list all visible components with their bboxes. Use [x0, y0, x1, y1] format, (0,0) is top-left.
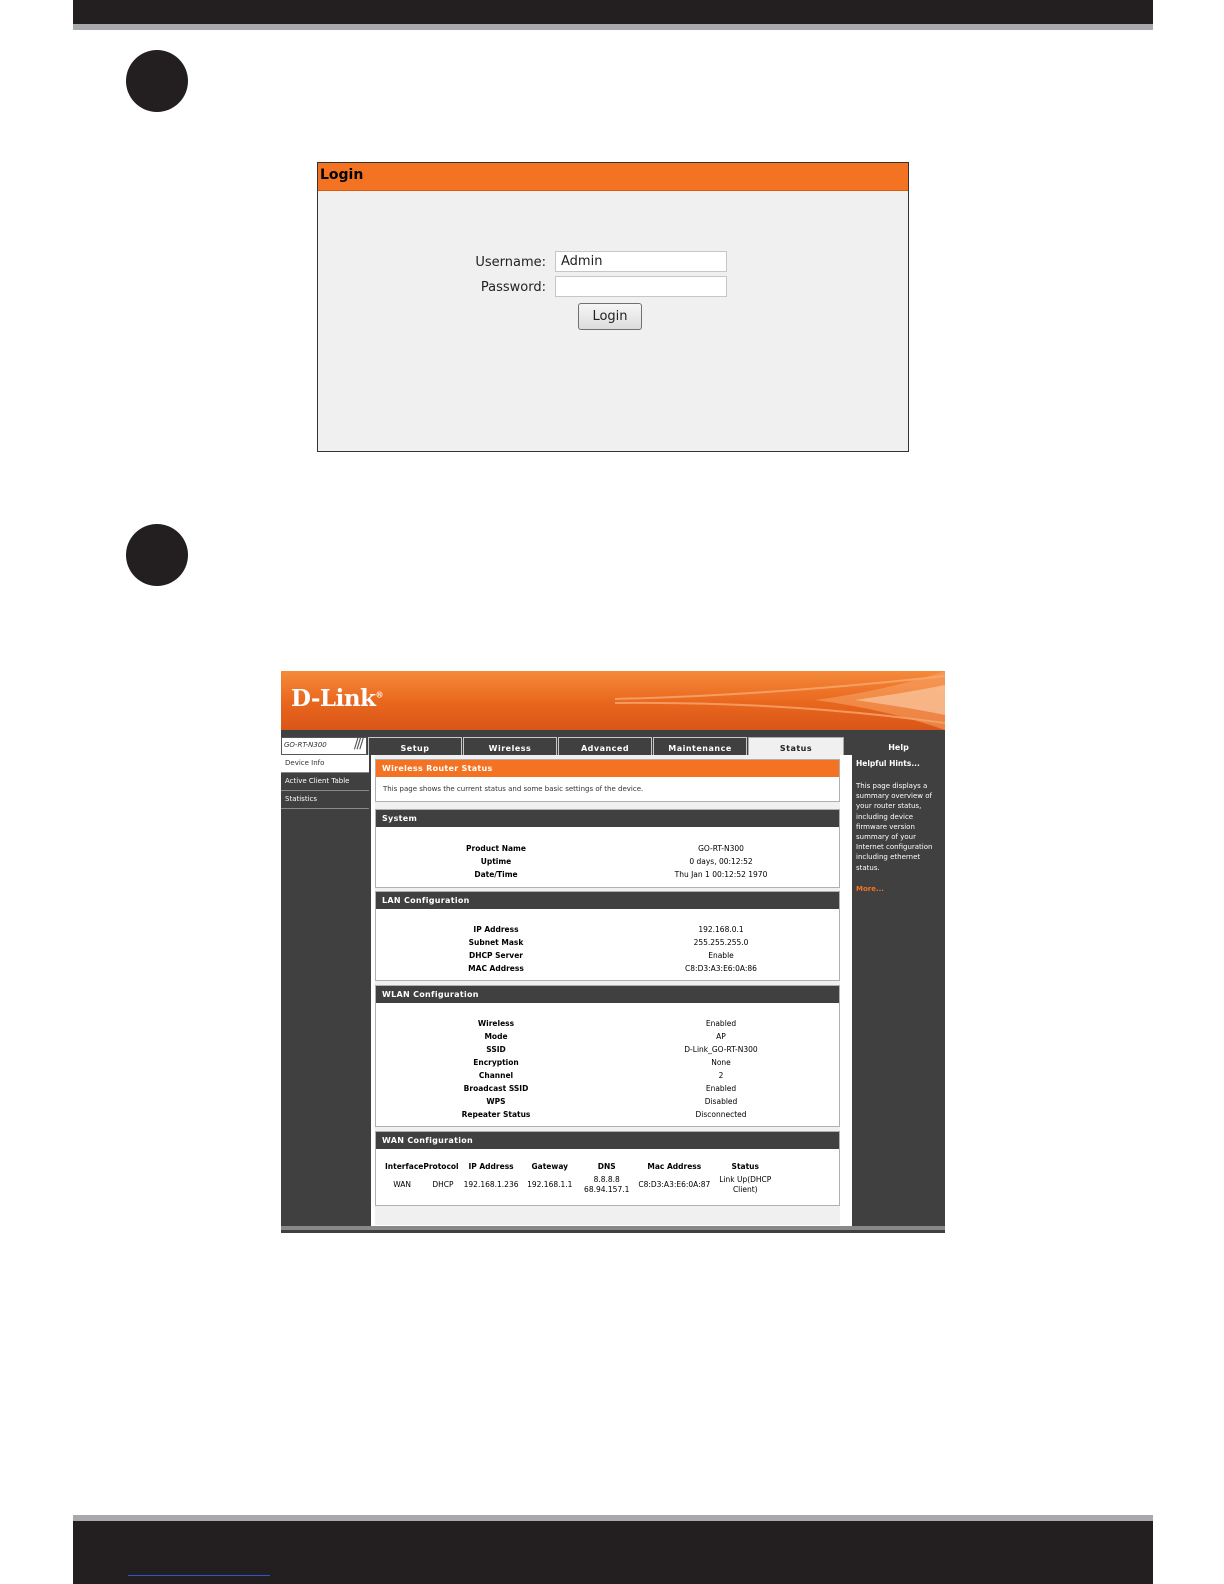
tab-maintenance[interactable]: Maintenance	[653, 737, 747, 755]
status-panel-description: This page shows the current status and some basic settings of the device.	[383, 785, 644, 793]
status-panel	[375, 759, 840, 802]
banner-swoosh-graphic	[615, 671, 945, 730]
login-header	[318, 163, 908, 191]
help-text: This page displays a summary overview of your router status, including device firmware version summary of your Internet configuration including ethernet status.	[856, 782, 933, 872]
system-row	[376, 870, 841, 882]
wlan-row	[376, 1032, 841, 1044]
system-row	[376, 857, 841, 869]
kv-key: Encryption	[473, 1058, 519, 1067]
kv-key: Mode	[484, 1032, 508, 1041]
kv-value: 0 days, 00:12:52	[689, 857, 753, 866]
kv-value: Disconnected	[695, 1110, 747, 1119]
tab-status[interactable]: Status	[748, 737, 844, 755]
kv-key: WPS	[486, 1097, 506, 1106]
sidebar-item-active-client-table[interactable]: Active Client Table	[281, 773, 369, 791]
wlan-row	[376, 1045, 841, 1057]
wlan-row	[376, 1084, 841, 1096]
lan-row	[376, 964, 841, 976]
password-input[interactable]	[555, 276, 727, 297]
wan-dns-primary: 8.8.8.8	[593, 1175, 620, 1184]
wan-col-dns: DNS	[597, 1162, 616, 1171]
content-panel-stack	[375, 755, 840, 1225]
kv-key: Product Name	[466, 844, 526, 853]
lan-row	[376, 925, 841, 937]
kv-value: None	[711, 1058, 731, 1067]
wan-col-interface: Interface	[385, 1162, 424, 1171]
wan-dns-cell	[580, 1175, 633, 1195]
system-row	[376, 844, 841, 856]
lan-panel-title: LAN Configuration	[376, 892, 839, 909]
kv-value: D-Link_GO-RT-N300	[684, 1045, 758, 1054]
wan-dns-secondary: 68.94.157.1	[584, 1185, 630, 1194]
wlan-row	[376, 1019, 841, 1031]
router-status-window	[281, 671, 945, 1233]
kv-key: Broadcast SSID	[463, 1084, 529, 1093]
kv-value: C8:D3:A3:E6:0A:86	[685, 964, 757, 973]
wlan-panel	[375, 985, 840, 1127]
wan-mac-cell: C8:D3:A3:E6:0A:87	[638, 1180, 711, 1189]
kv-key: MAC Address	[468, 964, 524, 973]
lan-panel	[375, 891, 840, 981]
kv-key: SSID	[486, 1045, 506, 1054]
kv-value: 255.255.255.0	[693, 938, 749, 947]
kv-key: Wireless	[477, 1019, 515, 1028]
dlink-logo: D-Link®	[291, 685, 383, 712]
kv-value: GO-RT-N300	[698, 844, 744, 853]
wan-status-line-1: Link Up(DHCP	[719, 1175, 772, 1184]
kv-value: Enable	[708, 951, 734, 960]
tab-setup[interactable]: Setup	[368, 737, 462, 755]
page-header-stripe	[73, 24, 1153, 30]
main-content	[371, 755, 852, 1227]
wan-col-mac: Mac Address	[647, 1162, 702, 1171]
wan-table	[381, 1162, 775, 1195]
kv-key: DHCP Server	[469, 951, 523, 960]
kv-key: Uptime	[480, 857, 512, 866]
help-title: Helpful Hints...	[856, 759, 920, 768]
wan-status-line-2: Client)	[732, 1185, 758, 1194]
login-window	[317, 162, 909, 452]
brand-banner	[281, 671, 945, 730]
sidebar-item-device-info[interactable]: Device Info	[281, 755, 369, 773]
kv-value: Enabled	[705, 1019, 737, 1028]
tab-advanced[interactable]: Advanced	[558, 737, 652, 755]
page-header-bar	[73, 0, 1153, 24]
kv-value: Enabled	[705, 1084, 737, 1093]
table-row	[381, 1175, 775, 1195]
footer-link-underline	[128, 1575, 270, 1576]
wan-panel	[375, 1131, 840, 1206]
kv-value: AP	[716, 1032, 726, 1041]
wlan-row	[376, 1110, 841, 1122]
kv-value: 192.168.0.1	[698, 925, 744, 934]
login-button[interactable]: Login	[578, 303, 642, 330]
sidebar-item-statistics[interactable]: Statistics	[281, 791, 369, 809]
tab-help[interactable]: Help	[852, 737, 945, 755]
help-panel	[852, 755, 945, 1227]
kv-key: Date/Time	[474, 870, 518, 879]
model-divider-graphic: ///	[353, 736, 362, 752]
wan-gateway-cell: 192.168.1.1	[527, 1180, 573, 1189]
password-label: Password:	[480, 280, 546, 295]
wlan-row	[376, 1097, 841, 1109]
username-label: Username:	[475, 255, 546, 270]
kv-value: 2	[718, 1071, 724, 1080]
wan-col-ip: IP Address	[468, 1162, 514, 1171]
wan-interface-cell: WAN	[393, 1180, 412, 1189]
system-panel-title: System	[376, 810, 839, 827]
wan-col-protocol: Protocol	[423, 1162, 459, 1171]
kv-key: Subnet Mask	[468, 938, 524, 947]
step-marker-1	[126, 50, 188, 112]
wan-panel-title: WAN Configuration	[376, 1132, 839, 1149]
help-more-link[interactable]: More...	[856, 885, 884, 893]
kv-key: IP Address	[473, 925, 519, 934]
wan-protocol-cell: DHCP	[432, 1180, 454, 1189]
wlan-row	[376, 1058, 841, 1070]
model-label: GO-RT-N300	[284, 741, 327, 749]
lan-row	[376, 951, 841, 963]
wlan-panel-title: WLAN Configuration	[376, 986, 839, 1003]
tab-wireless[interactable]: Wireless	[463, 737, 557, 755]
kv-value: Thu Jan 1 00:12:52 1970	[674, 870, 768, 879]
wan-ip-cell: 192.168.1.236	[463, 1180, 519, 1189]
wan-col-gateway: Gateway	[531, 1162, 569, 1171]
router-footer-line	[281, 1226, 945, 1230]
wan-table-header-row	[381, 1162, 775, 1175]
lan-row	[376, 938, 841, 950]
model-indicator	[281, 737, 367, 755]
kv-value: Disabled	[704, 1097, 738, 1106]
wan-col-status: Status	[731, 1162, 759, 1171]
login-title: Login	[320, 167, 364, 183]
step-marker-2	[126, 524, 188, 586]
sidebar-menu	[281, 755, 369, 809]
username-input[interactable]	[555, 251, 727, 272]
wlan-row	[376, 1071, 841, 1083]
system-panel	[375, 809, 840, 888]
wan-status-cell	[715, 1175, 775, 1195]
status-panel-title: Wireless Router Status	[376, 760, 839, 777]
kv-key: Channel	[478, 1071, 514, 1080]
kv-key: Repeater Status	[461, 1110, 531, 1119]
